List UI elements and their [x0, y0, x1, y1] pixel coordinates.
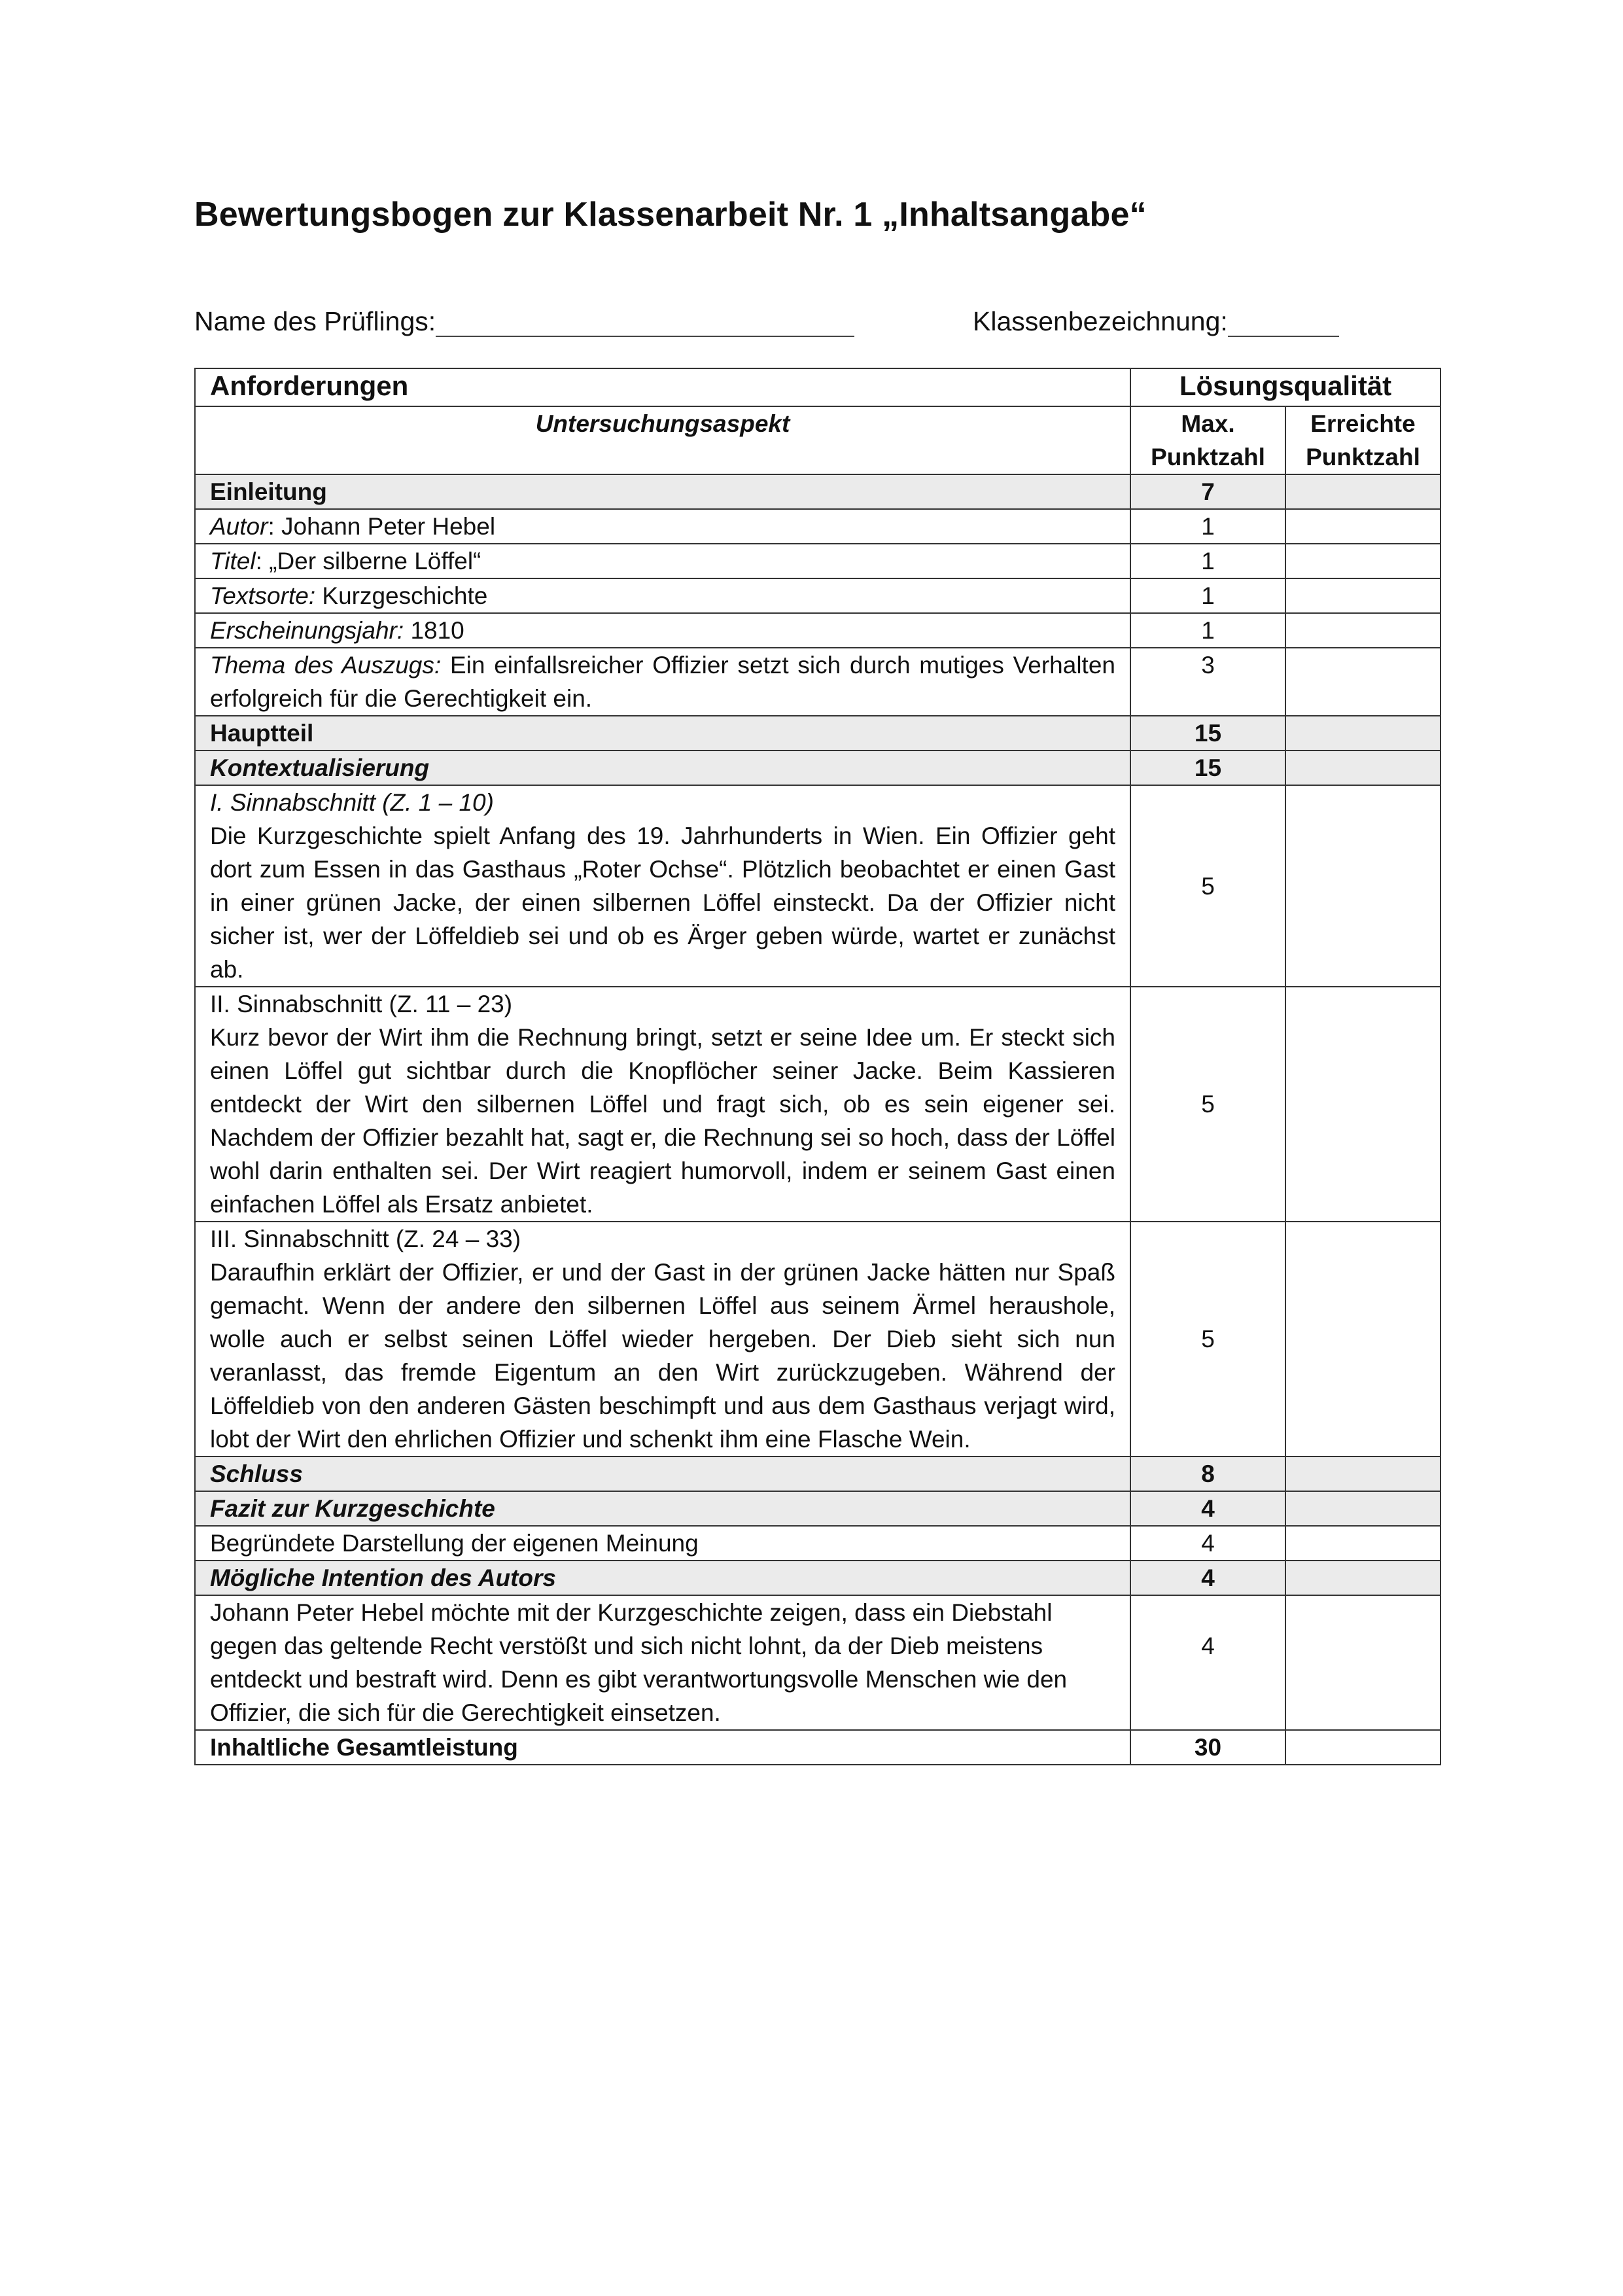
section-row-fazit: [195, 1491, 1440, 1526]
student-name-label: Name des Prüflings:: [194, 306, 436, 336]
header-quality: Lösungsqualität: [1130, 368, 1440, 406]
max-points: 1: [1130, 544, 1285, 578]
table-header-row: [195, 368, 1440, 406]
achieved-points-cell[interactable]: [1285, 751, 1440, 785]
max-points: 1: [1130, 613, 1285, 648]
student-name-group: [194, 306, 854, 337]
section-label: Schluss: [195, 1457, 1130, 1491]
table-row-textsorte: [195, 578, 1440, 613]
total-max-points: 30: [1130, 1730, 1285, 1765]
max-points: 15: [1130, 716, 1285, 751]
aspect-value: Ein einfallsreicher Offizier setzt sich durch mutiges Verhalten erfolgreich für die Gerechtigkeit ein.: [210, 652, 1115, 712]
sinnabschnitt-text: Kurz bevor der Wirt ihm die Rechnung bringt, setzt er seine Idee um. Er steckt sich einen Löffel gut sichtbar durch die Knopflöcher seiner Jacke. Beim Kassieren entdeckt der Wirt den silbernen Löffel und fragt sich, ob es sein eigener sei. Nachdem der Offizier bezahlt hat, sagt er, die Rechnung sei so hoch, dass der Löffel wohl darin enthalten sei. Der Wirt reagiert humorvoll, indem er seinem Gast einen einfachen Löffel als Ersatz anbietet.: [210, 1024, 1115, 1218]
achieved-points-cell[interactable]: [1285, 716, 1440, 751]
achieved-points-cell[interactable]: [1285, 1457, 1440, 1491]
aspect-value: : „Der silberne Löffel“: [255, 548, 481, 574]
aspect-cell: Johann Peter Hebel möchte mit der Kurzgeschichte zeigen, dass ein Diebstahl gegen das geltende Recht verstößt und sich nicht lohnt, da der Dieb meistens entdeckt und bestraft wird. Denn es gibt verantwortungsvolle Menschen wie den Offizier, die sich für die Gerechtigkeit einsetzen.: [195, 1595, 1130, 1730]
max-points: 8: [1130, 1457, 1285, 1491]
page-title: Bewertungsbogen zur Klassenarbeit Nr. 1 „Inhaltsangabe“: [194, 196, 1147, 234]
aspect-cell: Begründete Darstellung der eigenen Meinung: [195, 1526, 1130, 1561]
section-row-einleitung: [195, 474, 1440, 509]
achieved-points-cell[interactable]: [1285, 474, 1440, 509]
aspect-key: Autor: [210, 513, 268, 540]
sinnabschnitt-heading: III. Sinnabschnitt (Z. 24 – 33): [210, 1226, 521, 1252]
aspect-key: Thema des Auszugs:: [210, 652, 442, 679]
max-points: 4: [1130, 1491, 1285, 1526]
section-row-intention: [195, 1561, 1440, 1595]
achieved-points-cell[interactable]: [1285, 509, 1440, 544]
achieved-points-cell[interactable]: [1285, 1222, 1440, 1457]
section-label: Kontextualisierung: [195, 751, 1130, 785]
student-info-row: [194, 306, 1437, 345]
subheader-achieved-line2: Punktzahl: [1306, 444, 1420, 470]
subheader-achieved-line1: Erreichte: [1310, 410, 1416, 437]
sinnabschnitt-heading: I. Sinnabschnitt (Z. 1 – 10): [210, 789, 494, 816]
aspect-key: Erscheinungsjahr:: [210, 617, 404, 644]
aspect-cell: [195, 509, 1130, 544]
max-points: 1: [1130, 509, 1285, 544]
max-points: 4: [1130, 1595, 1285, 1730]
aspect-cell: [195, 1222, 1130, 1457]
subheader-aspect: Untersuchungsaspekt: [195, 406, 1130, 474]
achieved-points-cell[interactable]: [1285, 1491, 1440, 1526]
max-points: 1: [1130, 578, 1285, 613]
section-row-kontextualisierung: [195, 751, 1440, 785]
aspect-value: Kurzgeschichte: [315, 582, 488, 609]
table-row-autor: [195, 509, 1440, 544]
achieved-points-cell[interactable]: [1285, 578, 1440, 613]
max-points: 5: [1130, 785, 1285, 987]
student-name-field[interactable]: [436, 307, 854, 337]
achieved-points-cell[interactable]: [1285, 987, 1440, 1222]
table-row-sinnabschnitt-3: [195, 1222, 1440, 1457]
section-label: Mögliche Intention des Autors: [195, 1561, 1130, 1595]
max-points: 7: [1130, 474, 1285, 509]
achieved-points-cell[interactable]: [1285, 785, 1440, 987]
achieved-points-cell[interactable]: [1285, 1526, 1440, 1561]
total-label: Inhaltliche Gesamtleistung: [195, 1730, 1130, 1765]
subheader-achieved-points: [1285, 406, 1440, 474]
class-group: [973, 306, 1339, 337]
section-label: Fazit zur Kurzgeschichte: [195, 1491, 1130, 1526]
table-row-sinnabschnitt-1: [195, 785, 1440, 987]
class-field[interactable]: [1228, 307, 1339, 337]
aspect-cell: [195, 648, 1130, 716]
max-points: 3: [1130, 648, 1285, 716]
achieved-points-cell[interactable]: [1285, 1561, 1440, 1595]
achieved-points-cell[interactable]: [1285, 1595, 1440, 1730]
aspect-cell: [195, 578, 1130, 613]
table-row-intention-text: [195, 1595, 1440, 1730]
aspect-key: Textsorte:: [210, 582, 316, 609]
table-row-sinnabschnitt-2: [195, 987, 1440, 1222]
max-points: 5: [1130, 987, 1285, 1222]
subheader-max-line2: Punktzahl: [1151, 444, 1265, 470]
aspect-value: 1810: [404, 617, 464, 644]
section-label: Hauptteil: [195, 716, 1130, 751]
max-points: 15: [1130, 751, 1285, 785]
table-row-meinung: [195, 1526, 1440, 1561]
achieved-points-cell[interactable]: [1285, 613, 1440, 648]
aspect-cell: [195, 613, 1130, 648]
section-row-hauptteil: [195, 716, 1440, 751]
aspect-cell: [195, 785, 1130, 987]
subheader-max-points: [1130, 406, 1285, 474]
aspect-cell: [195, 987, 1130, 1222]
max-points: 4: [1130, 1561, 1285, 1595]
table-row-erscheinungsjahr: [195, 613, 1440, 648]
grading-table: [194, 368, 1441, 1765]
table-subheader-row: [195, 406, 1440, 474]
aspect-key: Titel: [210, 548, 256, 574]
sinnabschnitt-heading: II. Sinnabschnitt (Z. 11 – 23): [210, 991, 513, 1017]
max-points: 4: [1130, 1526, 1285, 1561]
class-label: Klassenbezeichnung:: [973, 306, 1228, 336]
sinnabschnitt-text: Die Kurzgeschichte spielt Anfang des 19. Jahrhunderts in Wien. Ein Offizier geht dort zum Essen in das Gasthaus „Roter Ochse“. Plötzlich beobachtet er einen Gast in einer grünen Jacke, der einen silbernen Löffel einsteckt. Da der Offizier nicht sicher ist, wer der Löffeldieb sei und ob es Ärger geben würde, wartet er zunächst ab.: [210, 822, 1115, 983]
section-label: Einleitung: [195, 474, 1130, 509]
aspect-cell: [195, 544, 1130, 578]
aspect-value: : Johann Peter Hebel: [268, 513, 496, 540]
header-requirements: Anforderungen: [195, 368, 1130, 406]
table-row-thema: [195, 648, 1440, 716]
table-row-gesamt: [195, 1730, 1440, 1765]
subheader-max-line1: Max.: [1181, 410, 1235, 437]
achieved-points-cell[interactable]: [1285, 648, 1440, 716]
achieved-points-cell[interactable]: [1285, 544, 1440, 578]
sinnabschnitt-text: Daraufhin erklärt der Offizier, er und der Gast in der grünen Jacke hätten nur Spaß gemacht. Wenn der andere den silbernen Löffel aus seinem Ärmel heraushole, wolle auch er selbst seinen Löffel wieder hergeben. Der Dieb sieht sich nun veranlasst, das fremde Eigentum an den Wirt zurückzugeben. Während der Löffeldieb von den anderen Gästen beschimpft und aus dem Gasthaus verjagt wird, lobt der Wirt den ehrlichen Offizier und schenkt ihm eine Flasche Wein.: [210, 1259, 1115, 1453]
total-achieved-points-cell[interactable]: [1285, 1730, 1440, 1765]
table-row-titel: [195, 544, 1440, 578]
max-points: 5: [1130, 1222, 1285, 1457]
section-row-schluss: [195, 1457, 1440, 1491]
